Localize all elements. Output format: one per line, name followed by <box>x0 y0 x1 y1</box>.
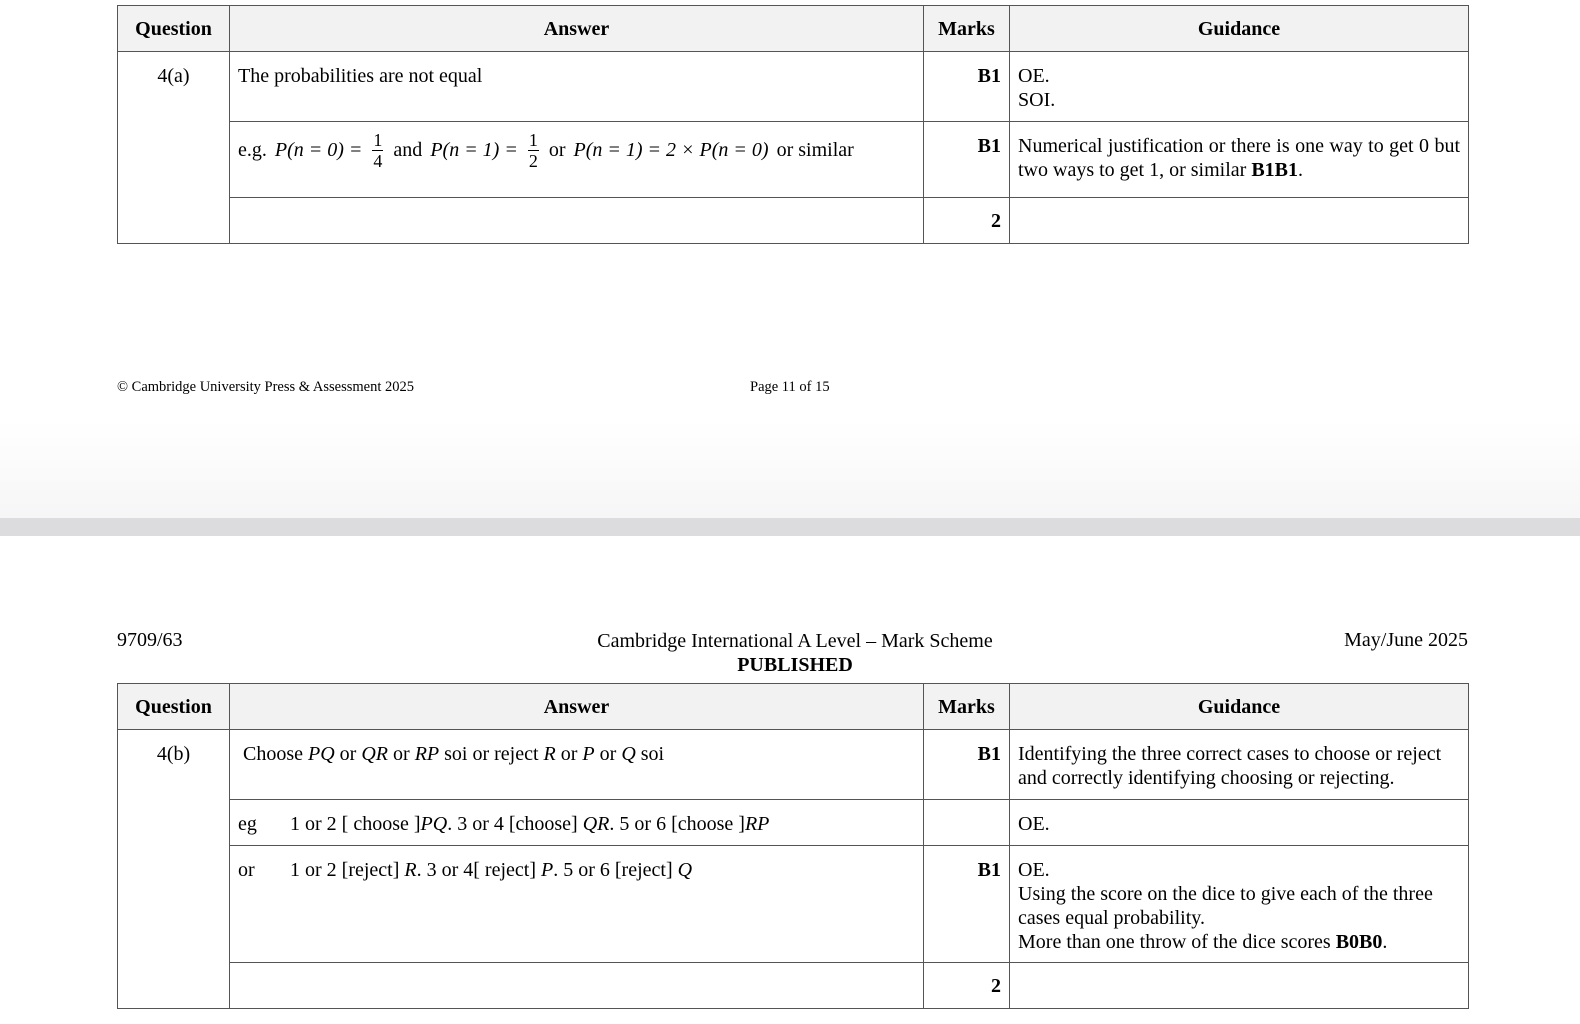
and-label: and <box>393 139 423 161</box>
answer-text: 1 or 2 [reject] <box>290 859 400 881</box>
answer-text: or <box>560 743 578 765</box>
header-marks: Marks <box>924 6 1010 52</box>
answer-text: 1 or 2 [ choose ] <box>290 813 421 835</box>
guidance-cell <box>1010 122 1469 198</box>
answer-cell <box>230 122 924 198</box>
answer-text: soi <box>640 743 665 765</box>
mark-scheme-table-4a <box>117 5 1469 244</box>
p-n1-expression: P(n = 1) = <box>430 139 518 161</box>
guidance-cell <box>1010 52 1469 122</box>
answer-text: Choose <box>243 743 303 765</box>
relation-expression: P(n = 1) = 2 × P(n = 0) <box>573 139 769 161</box>
variable-qr: QR <box>361 743 389 765</box>
answer-cell: The probabilities are not equal <box>230 52 924 122</box>
answer-text: or <box>339 743 357 765</box>
guidance-cell <box>1010 846 1469 963</box>
guidance-cell-empty <box>1010 963 1469 1009</box>
answer-text: or <box>393 743 410 765</box>
variable-r: R <box>543 743 556 765</box>
guidance-line: OE. <box>1018 65 1050 87</box>
answer-cell-empty <box>230 198 924 244</box>
question-number: 4(a) <box>118 52 230 244</box>
header-guidance: Guidance <box>1010 684 1469 730</box>
header-question: Question <box>118 684 230 730</box>
mark-cell-empty <box>924 800 1010 846</box>
variable-qr: QR <box>582 813 610 835</box>
guidance-text: Numerical justification or there is one way to get 0 but two ways to get 1, or similar <box>1018 135 1460 181</box>
answer-text: . 5 or 6 [reject] <box>553 859 673 881</box>
variable-pq: PQ <box>308 743 335 765</box>
mark-cell: B1 <box>924 846 1010 963</box>
mark-cell: B1 <box>924 122 1010 198</box>
question-number: 4(b) <box>118 730 230 1009</box>
page-separator <box>0 518 1580 536</box>
or-label: or <box>238 859 255 881</box>
variable-q: Q <box>621 743 636 765</box>
guidance-bold: B0B0 <box>1335 931 1383 953</box>
answer-cell <box>230 800 924 846</box>
guidance-text: . <box>1298 159 1303 181</box>
guidance-line: OE. <box>1018 859 1050 881</box>
header-marks: Marks <box>924 684 1010 730</box>
guidance-text: . <box>1382 931 1388 953</box>
eg-label: eg <box>238 813 257 835</box>
header-answer: Answer <box>230 684 924 730</box>
fraction-numerator: 1 <box>528 129 538 150</box>
guidance-line: Using the score on the dice to give each of the three cases equal probability. <box>1018 883 1433 929</box>
variable-q: Q <box>677 859 693 881</box>
total-marks: 2 <box>924 963 1010 1009</box>
guidance-cell: OE. <box>1010 800 1469 846</box>
header-guidance: Guidance <box>1010 6 1469 52</box>
answer-cell <box>230 730 924 800</box>
answer-text: soi or reject <box>444 743 539 765</box>
answer-text: . 3 or 4 [choose] <box>447 813 578 835</box>
header-answer: Answer <box>230 6 924 52</box>
fraction-one-half <box>528 130 539 171</box>
variable-r: R <box>404 859 417 881</box>
mark-scheme-title: Cambridge International A Level – Mark Scheme <box>597 630 993 652</box>
guidance-bold: B1B1 <box>1251 159 1298 181</box>
guidance-cell-empty <box>1010 198 1469 244</box>
fraction-numerator: 1 <box>373 129 383 150</box>
variable-p: P <box>541 859 554 881</box>
footer-copyright: © Cambridge University Press & Assessment 2025 <box>117 379 414 395</box>
answer-text: . 5 or 6 [choose ] <box>609 813 745 835</box>
paper-code: 9709/63 <box>117 629 183 651</box>
answer-text: or <box>599 743 617 765</box>
eg-label: e.g. <box>238 139 267 161</box>
answer-text: . 3 or 4[ reject] <box>416 859 536 881</box>
p-n0-expression: P(n = 0) = <box>274 139 363 161</box>
guidance-text: More than one throw of the dice scores <box>1018 931 1331 953</box>
or-label: or <box>548 139 566 161</box>
footer-page-number: Page 11 of 15 <box>750 379 830 395</box>
variable-rp: RP <box>414 743 440 765</box>
variable-pq: PQ <box>420 813 448 835</box>
answer-cell-empty <box>230 963 924 1009</box>
exam-session: May/June 2025 <box>1344 629 1468 651</box>
guidance-line: SOI. <box>1018 89 1056 111</box>
probability-equations <box>238 122 915 178</box>
answer-cell <box>230 846 924 963</box>
mark-scheme-table-4b <box>117 683 1469 1009</box>
fraction-denominator: 2 <box>528 150 538 171</box>
published-label: PUBLISHED <box>737 654 853 676</box>
variable-p: P <box>582 743 595 765</box>
header-question: Question <box>118 6 230 52</box>
fraction-one-quarter <box>372 130 383 171</box>
mark-cell: B1 <box>924 730 1010 800</box>
document-title <box>585 629 1005 677</box>
total-marks: 2 <box>924 198 1010 244</box>
guidance-line <box>1018 930 1460 954</box>
guidance-cell: Identifying the three correct cases to choose or reject and correctly identifying choosing or rejecting. <box>1010 730 1469 800</box>
variable-rp: RP <box>744 813 770 835</box>
or-similar-label: or similar <box>776 139 854 161</box>
mark-cell: B1 <box>924 52 1010 122</box>
fraction-denominator: 4 <box>373 150 383 171</box>
